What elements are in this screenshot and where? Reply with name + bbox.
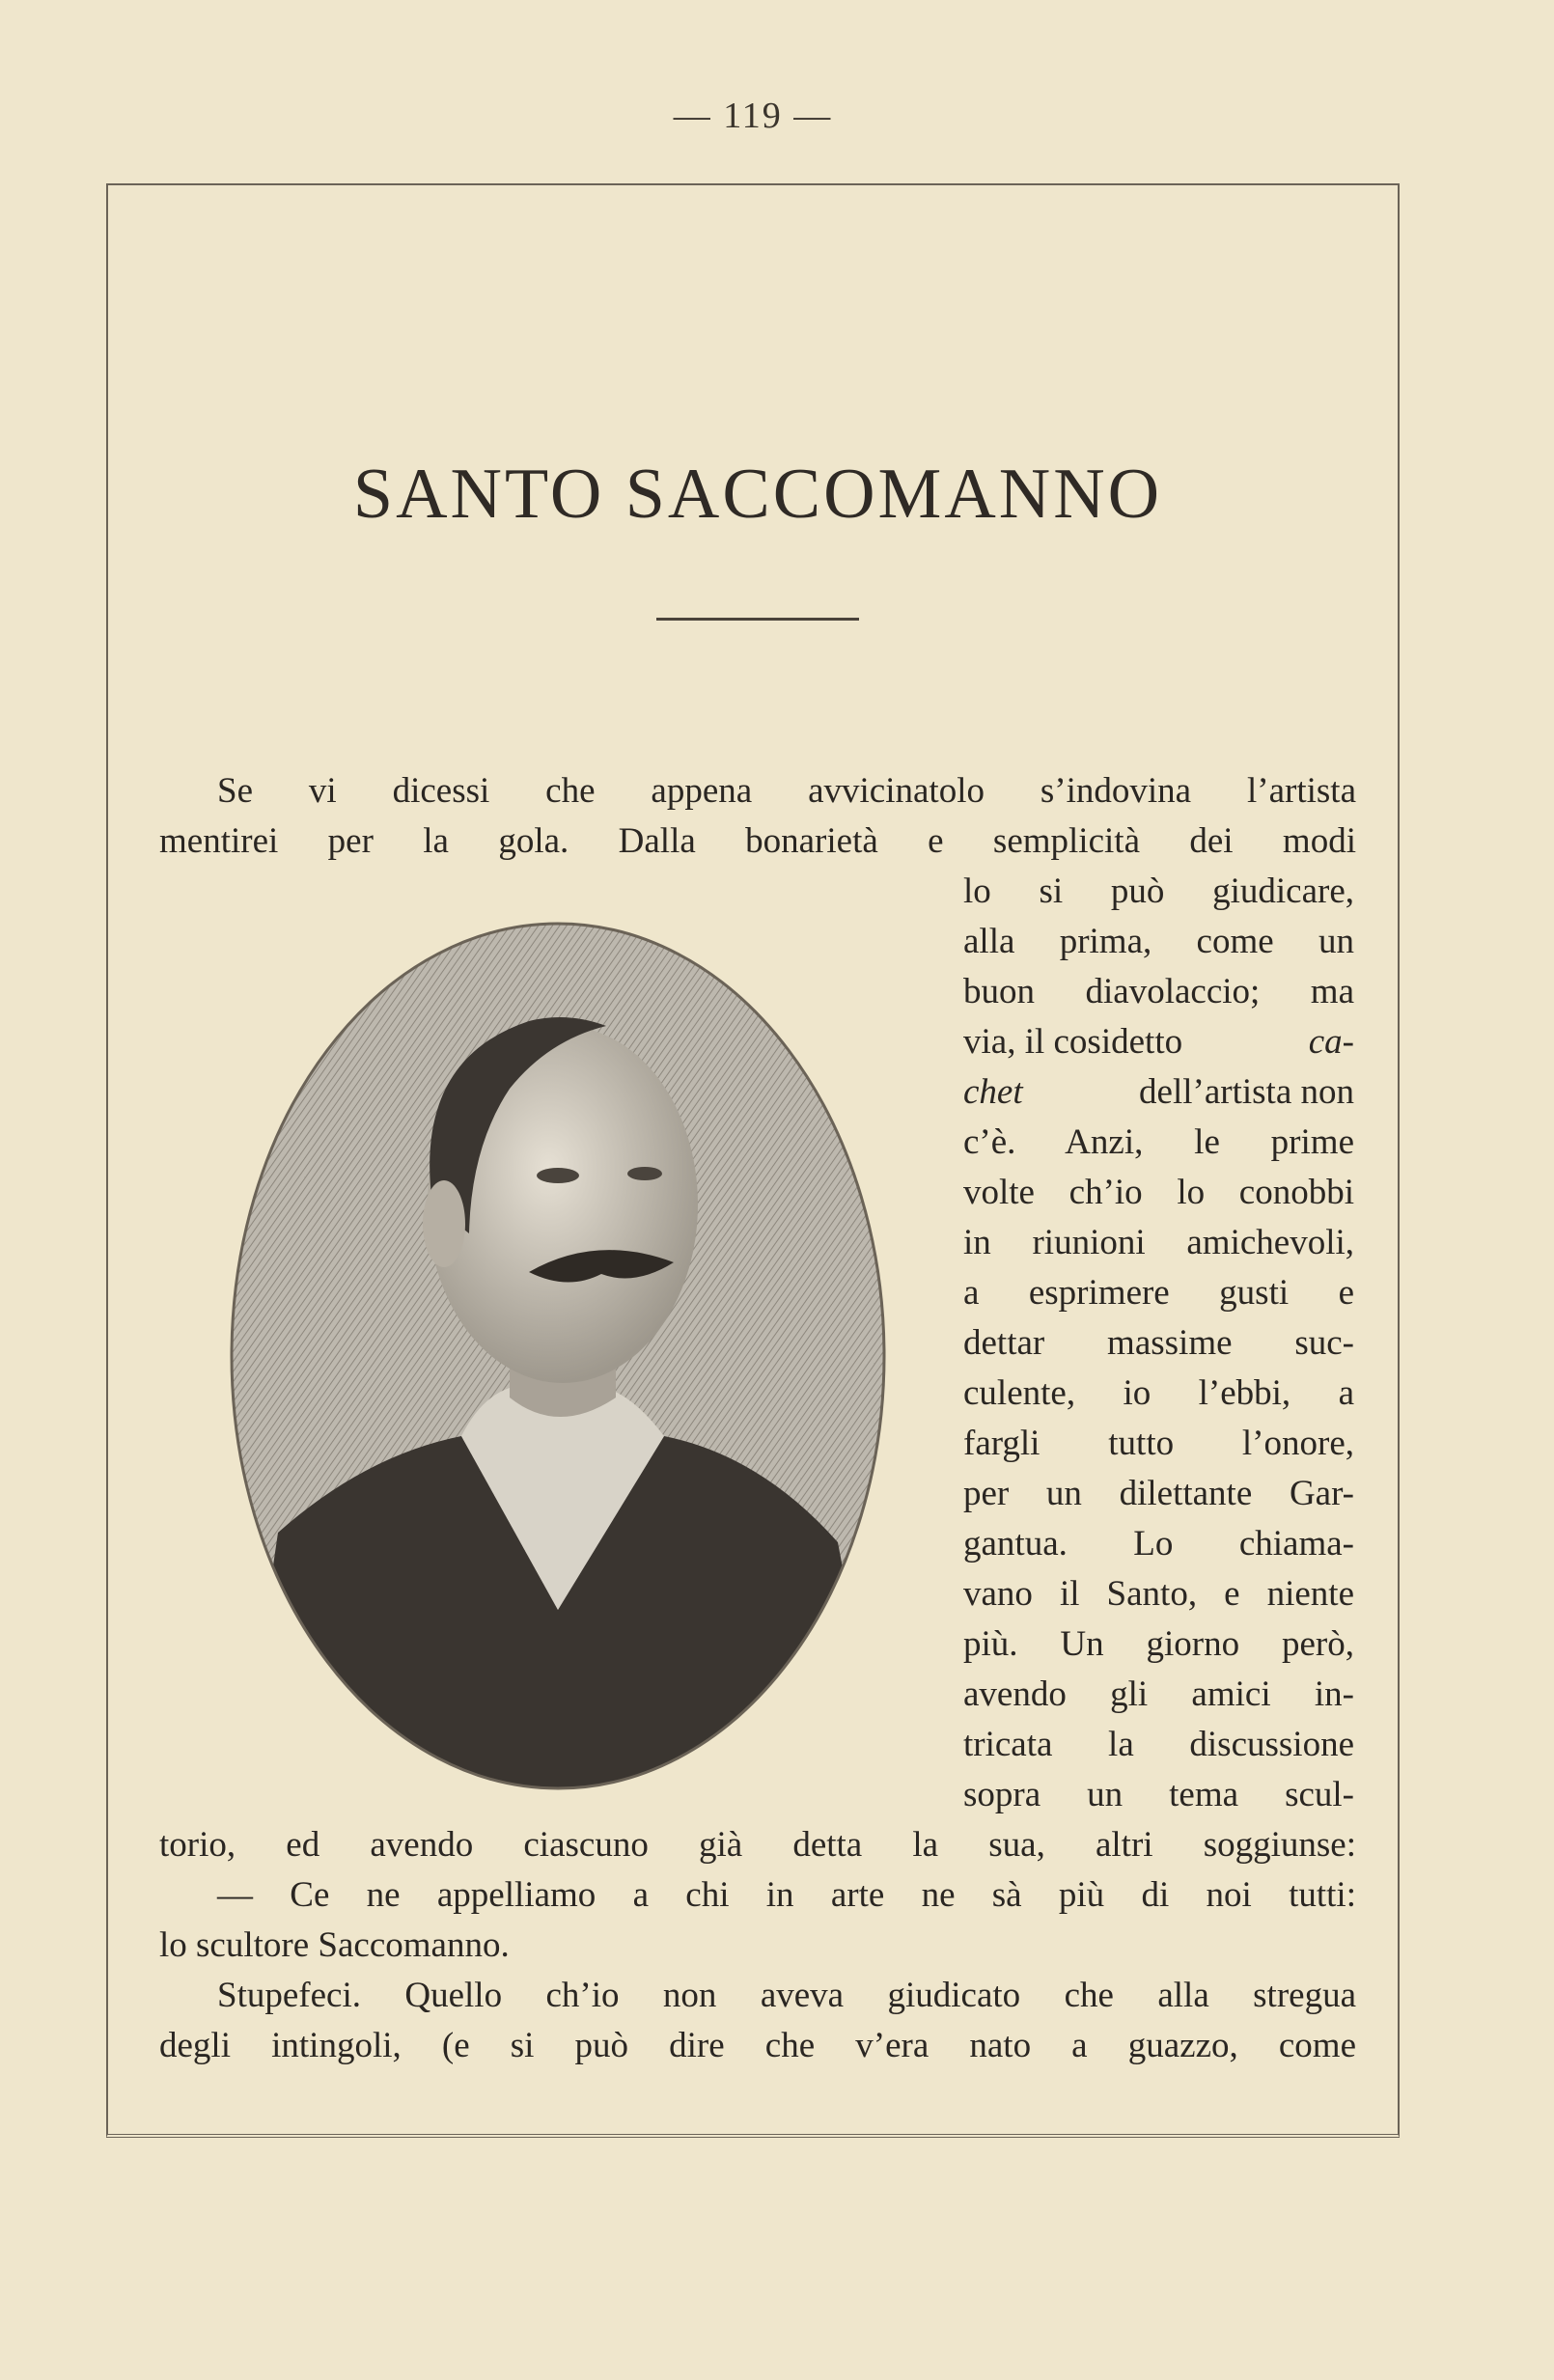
side-line <box>963 1067 1354 1118</box>
italic-fragment: ca- <box>1308 1022 1354 1062</box>
side-text: via, il cosidetto <box>963 1022 1183 1062</box>
side-line: volte ch’io lo conobbi <box>963 1173 1354 1212</box>
text-line: mentirei per la gola. Dalla bonarietà e semplicità dei modi <box>159 821 1356 861</box>
side-line: tricata la discussione <box>963 1725 1354 1764</box>
text-line: — Ce ne appelliamo a chi in arte ne sà più di noi tutti: <box>217 1875 1356 1915</box>
side-line: fargli tutto l’onore, <box>963 1424 1354 1463</box>
side-line: sopra un tema scul- <box>963 1775 1354 1814</box>
side-line: c’è. Anzi, le prime <box>963 1122 1354 1162</box>
portrait-engraving <box>220 915 896 1797</box>
text-line: degli intingoli, (e si può dire che v’era nato a guazzo, come <box>159 2026 1356 2065</box>
text-line: Se vi dicessi che appena avvicinatolo s’indovina l’artista <box>217 771 1356 811</box>
chapter-title: SANTO SACCOMANNO <box>352 455 1163 534</box>
side-line: vano il Santo, e niente <box>963 1574 1354 1614</box>
side-text: dell’artista non <box>1139 1072 1354 1112</box>
title-rule <box>656 618 859 621</box>
italic-fragment: chet <box>963 1072 1023 1112</box>
side-line: per un dilettante Gar- <box>963 1474 1354 1513</box>
side-line: in riunioni amichevoli, <box>963 1223 1354 1262</box>
side-line: lo si può giudicare, <box>963 872 1354 911</box>
side-line: a esprimere gusti e <box>963 1273 1354 1313</box>
side-line: buon diavolaccio; ma <box>963 972 1354 1011</box>
side-line: alla prima, come un <box>963 922 1354 961</box>
side-line: gantua. Lo chiama- <box>963 1524 1354 1564</box>
side-line: dettar massime suc- <box>963 1323 1354 1363</box>
side-line: culente, io l’ebbi, a <box>963 1373 1354 1413</box>
text-line: torio, ed avendo ciascuno già detta la sua, altri soggiunse: <box>159 1825 1356 1865</box>
text-line: Stupefeci. Quello ch’io non aveva giudicato che alla stregua <box>217 1976 1356 2015</box>
side-line <box>963 1017 1354 1067</box>
side-line: avendo gli amici in- <box>963 1674 1354 1714</box>
text-line: lo scultore Saccomanno. <box>159 1925 510 1965</box>
page-number: — 119 — <box>673 96 833 136</box>
side-line: più. Un giorno però, <box>963 1624 1354 1664</box>
